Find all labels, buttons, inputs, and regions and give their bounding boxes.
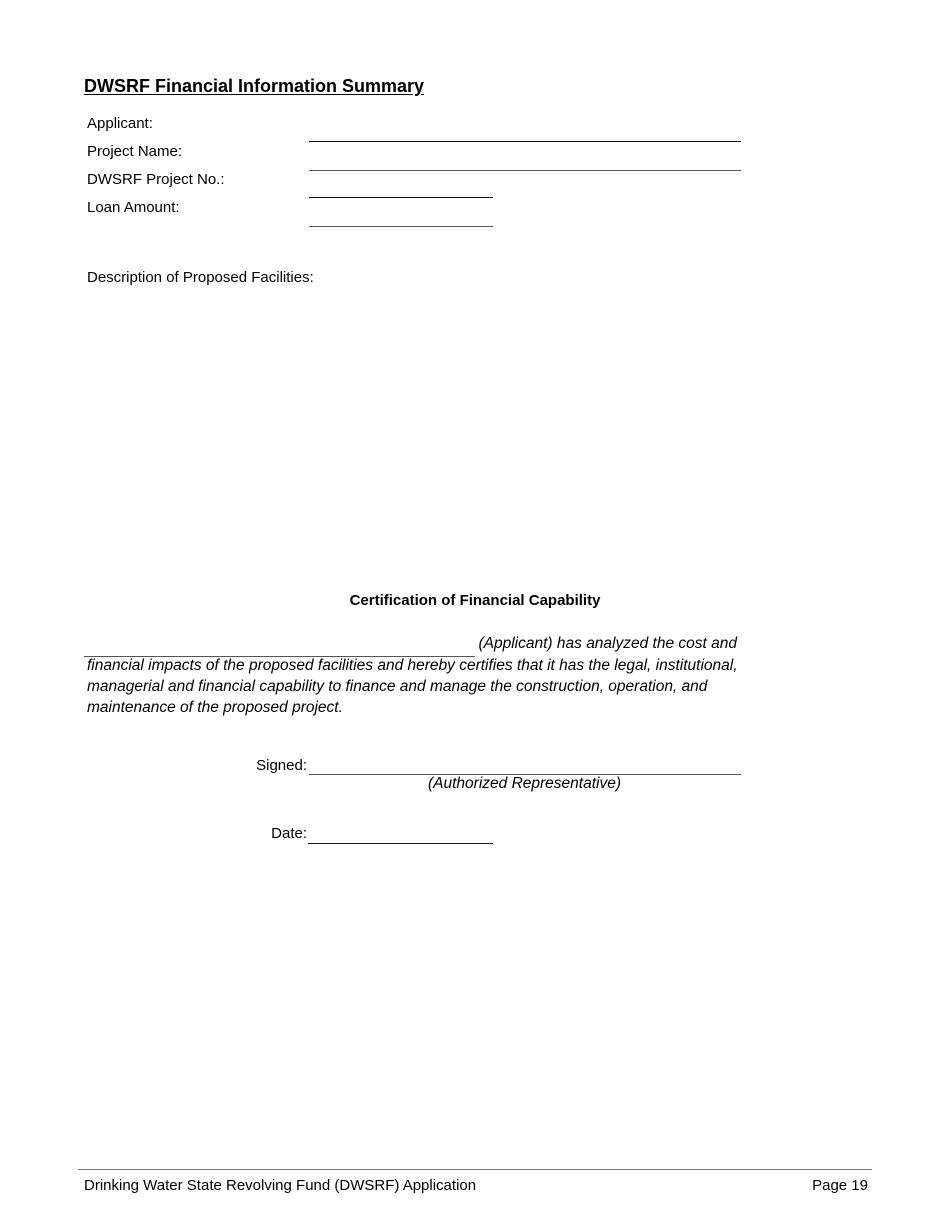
certification-heading: Certification of Financial Capability — [349, 592, 601, 609]
signed-label: Signed: — [256, 757, 307, 774]
loan-amount-field[interactable] — [309, 226, 493, 227]
date-field[interactable] — [308, 843, 493, 844]
page-number: Page 19 — [812, 1177, 868, 1194]
applicant-label: Applicant: — [87, 115, 153, 132]
footer-title: Drinking Water State Revolving Fund (DWSRF) Application — [84, 1177, 477, 1194]
footer-divider — [78, 1169, 872, 1170]
description-label: Description of Proposed Facilities: — [87, 269, 314, 286]
project-name-field[interactable] — [309, 170, 741, 171]
certification-first-line: (Applicant) has analyzed the cost and — [478, 635, 737, 652]
loan-amount-label: Loan Amount: — [87, 199, 180, 216]
project-no-label: DWSRF Project No.: — [87, 171, 225, 188]
project-name-label: Project Name: — [87, 143, 183, 160]
applicant-field[interactable] — [309, 141, 741, 142]
page-title: DWSRF Financial Information Summary — [84, 76, 425, 96]
date-label: Date: — [271, 825, 307, 842]
certification-body: financial impacts of the proposed facilities and hereby certifies that it has the legal, institutional, managerial and financial capability to finance and manage the construction, operation, and maintenance of the proposed project. — [87, 657, 738, 716]
project-no-field[interactable] — [309, 197, 493, 198]
representative-caption: (Authorized Representative) — [428, 775, 621, 792]
description-area[interactable] — [87, 292, 747, 572]
